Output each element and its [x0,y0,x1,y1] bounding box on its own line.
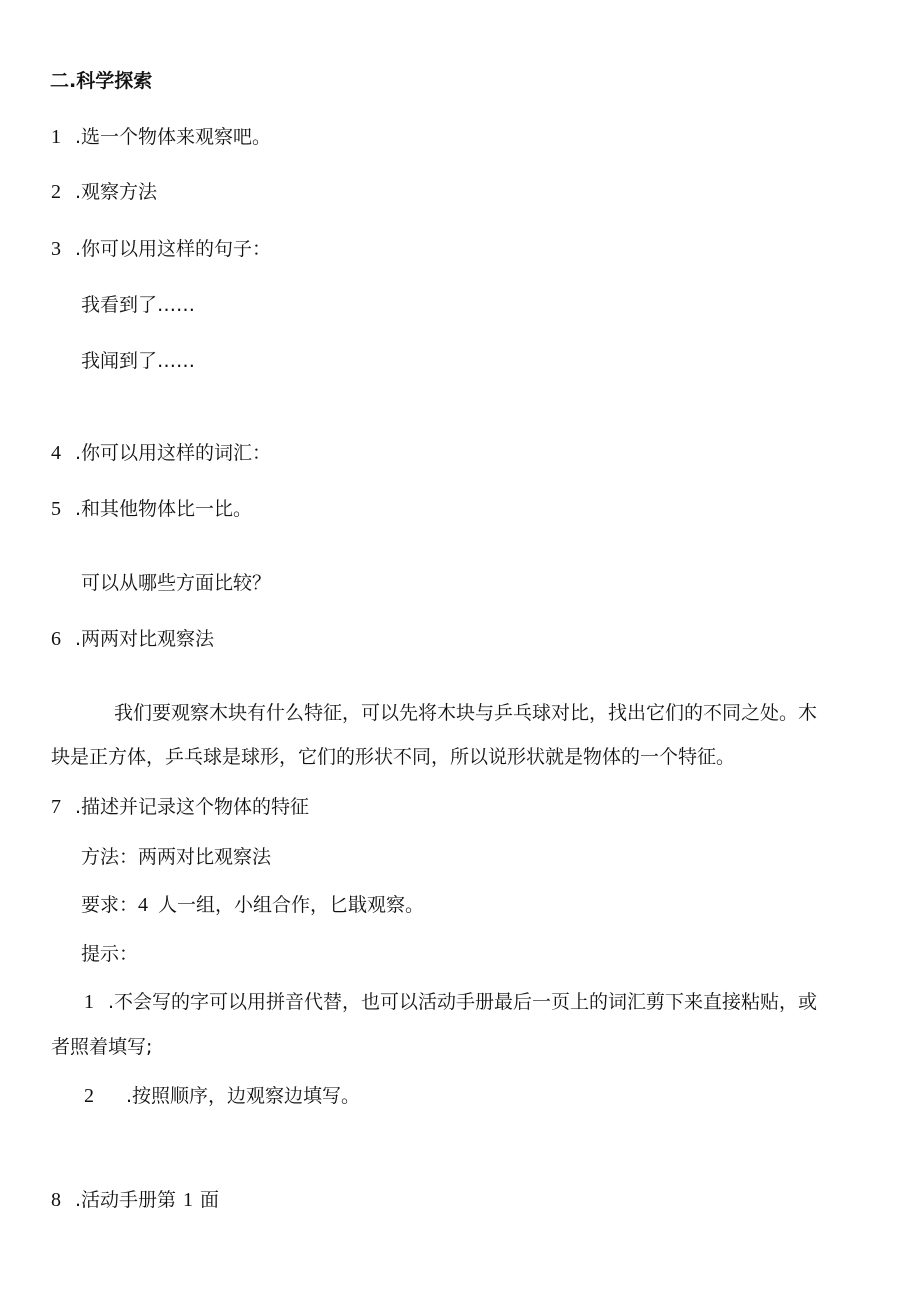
hint-text: .按照顺序，边观察边填写。 [126,1085,361,1107]
item-number: 8 [51,1189,61,1211]
hint-number: 2 [84,1085,94,1107]
item-7 [51,795,309,819]
item-text: .选一个物体来观察吧。 [75,126,272,148]
item-6 [51,627,214,651]
item-text: .描述并记录这个物体的特征 [75,796,310,818]
hint-1-continued: 者照着填写; [51,1036,153,1058]
item-4 [51,441,271,465]
sentence-example: 我闻到了…… [81,350,196,372]
hint-text: .不会写的字可以用拼音代替，也可以活动手册最后一页上的词汇剪下来直接粘贴，或 [108,991,818,1013]
sentence-example: 我看到了…… [81,294,196,316]
hints-label: 提示： [81,943,139,965]
item-number: 3 [51,238,61,260]
item-1 [51,125,271,149]
item-text: .你可以用这样的句子： [75,238,272,260]
item-number: 4 [51,442,61,464]
hint-2 [84,1084,360,1108]
item-8 [51,1188,219,1212]
section-title: 二.科学探索 [50,70,153,92]
hint-1 [84,990,817,1014]
item-number: 7 [51,796,61,818]
hint-number: 1 [84,991,94,1013]
item-number: 5 [51,498,61,520]
item-text: .和其他物体比一比。 [75,498,253,520]
item-3 [51,237,271,261]
requirement-text: 人一组，小组合作，匕戢观察。 [158,894,425,916]
requirement-line [81,893,424,917]
item-number: 2 [51,181,61,203]
item-text: .两两对比观察法 [75,628,215,650]
item-number: 1 [51,126,61,148]
item-text: .你可以用这样的词汇： [75,442,272,464]
item-number: 6 [51,628,61,650]
requirement-label: 要求： [81,894,139,916]
page-unit: 面 [200,1189,220,1211]
method-line: 方法：两两对比观察法 [81,846,272,868]
item-5 [51,497,252,521]
item-text: .活动手册第 [75,1189,177,1211]
compare-question: 可以从哪些方面比较？ [81,572,272,594]
page-number: 1 [183,1189,194,1211]
paragraph-line: 块是正方体，乒乓球是球形，它们的形状不同，所以说形状就是物体的一个特征。 [51,746,736,768]
item-text: .观察方法 [75,181,158,203]
group-size: 4 [138,894,149,916]
item-2 [51,180,157,204]
paragraph-line: 我们要观察木块有什么特征，可以先将木块与乒乓球对比，找出它们的不同之处。木 [114,702,818,724]
